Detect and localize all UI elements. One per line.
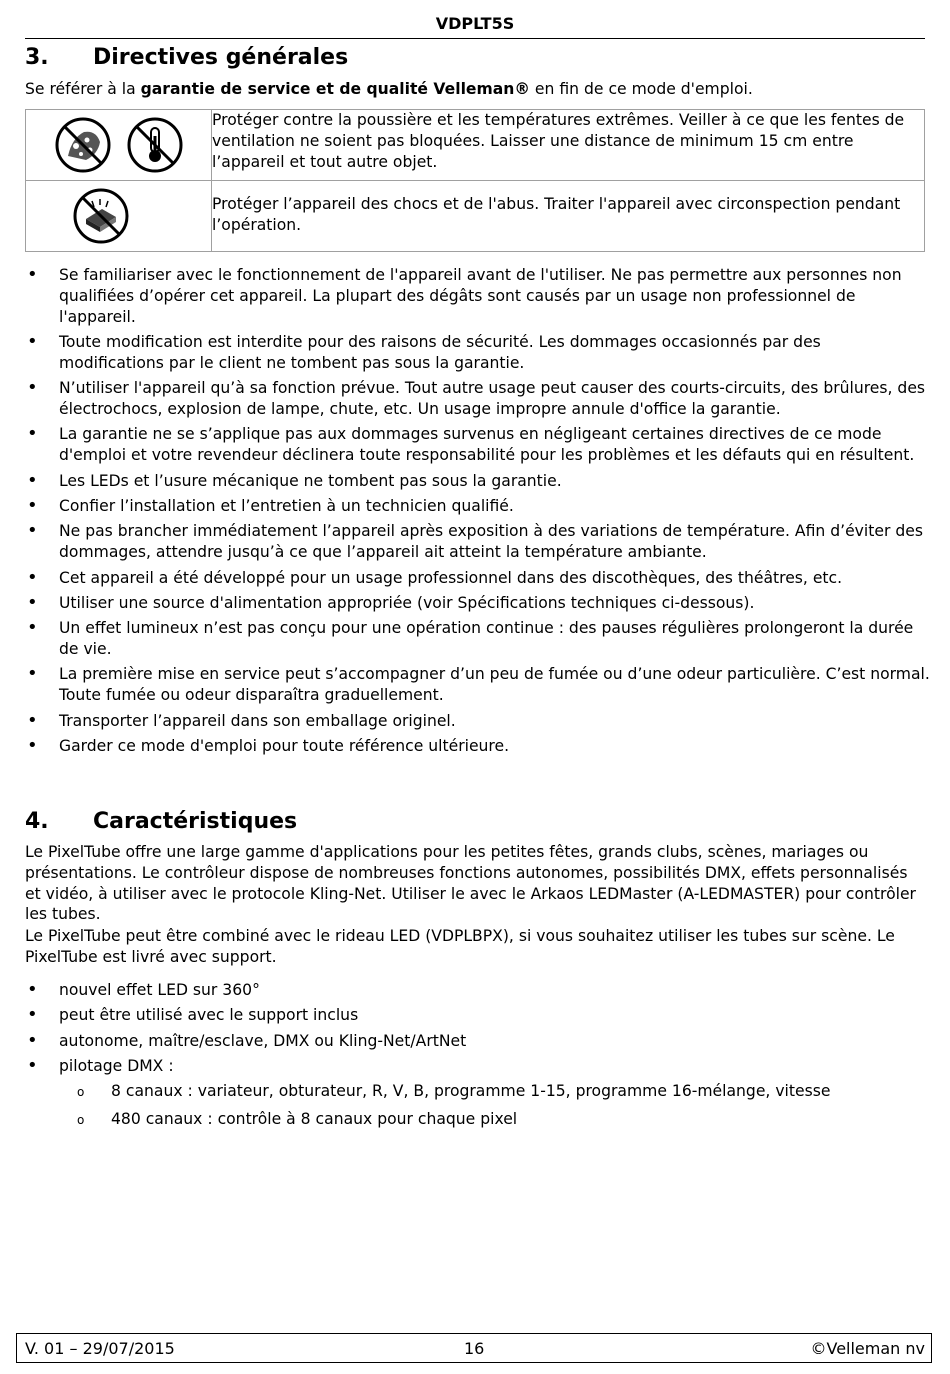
- list-item: • nouvel effet LED sur 360°: [25, 980, 930, 1001]
- intro-text-end: en fin de ce mode d'emploi.: [529, 80, 753, 98]
- section-3-intro: [25, 79, 925, 100]
- no-dust-icon: [54, 116, 112, 174]
- safety-row-shock: [26, 181, 925, 252]
- footer-copyright: ©Velleman nv: [810, 1339, 925, 1358]
- list-item: o 8 canaux : variateur, obturateur, R, V, B, programme 1-15, programme 16-mélange, vitesse: [59, 1081, 930, 1102]
- list-item: • Les LEDs et l’usure mécanique ne tombent pas sous la garantie.: [25, 471, 930, 492]
- list-item: • La garantie ne se s’applique pas aux dommages survenus en négligeant certaines directives de ce mode d'emploi et votre revendeur déclinera toute responsabilité pour les problèmes et les défauts qui en résultent.: [25, 424, 930, 466]
- dmx-control-label: pilotage DMX :: [59, 1057, 174, 1076]
- safety-icon-cell-shock: [26, 181, 212, 252]
- safety-icons-table: [25, 109, 925, 252]
- list-item: • N’utiliser l'appareil qu’à sa fonction prévue. Tout autre usage peut causer des courts-circuits, des brûlures, des électrochocs, explosion de lampe, chute, etc. Un usage impropre annule d'office la garantie.: [25, 378, 930, 420]
- list-item: [25, 1056, 930, 1129]
- page-footer: [16, 1333, 932, 1363]
- section-4-number: 4.: [25, 809, 49, 834]
- warranty-reference: garantie de service et de qualité Velleman®: [140, 80, 530, 98]
- safety-text-dust-temperature: Protéger contre la poussière et les températures extrêmes. Veiller à ce que les fentes de ventilation ne soient pas bloquées. Laisser une distance de minimum 15 cm entre l’appareil et tout autre objet.: [212, 110, 925, 181]
- safety-row-dust-temperature: [26, 110, 925, 181]
- safety-text-shock: [212, 181, 925, 252]
- footer-version: V. 01 – 29/07/2015: [25, 1339, 175, 1358]
- list-item: • Ne pas brancher immédiatement l’appareil après exposition à des variations de température. Afin d’éviter des dommages, attendre jusqu’à ce que l’appareil ait atteint la température ambiante.: [25, 521, 930, 563]
- list-item: • Confier l’installation et l’entretien à un technicien qualifié.: [25, 496, 930, 517]
- dmx-modes-list: [59, 1081, 930, 1130]
- list-item: • Un effet lumineux n’est pas conçu pour une opération continue : des pauses régulières prolongeront la durée de vie.: [25, 618, 930, 660]
- list-item: • Utiliser une source d'alimentation appropriée (voir Spécifications techniques ci-dessous).: [25, 593, 930, 614]
- general-guidelines-list: [25, 265, 930, 761]
- document-model-header: VDPLT5S: [25, 12, 925, 39]
- features-paragraph-2: Le PixelTube peut être combiné avec le rideau LED (VDPLBPX), si vous souhaitez utiliser les tubes sur scène. Le PixelTube est livré avec support.: [25, 927, 895, 966]
- section-3-title: Directives générales: [93, 45, 349, 70]
- list-item: • autonome, maître/esclave, DMX ou Kling-Net/ArtNet: [25, 1031, 930, 1052]
- intro-text-start: Se référer à la: [25, 80, 141, 98]
- list-item: • La première mise en service peut s’accompagner d’un peu de fumée ou d’une odeur particulière. C’est normal. Toute fumée ou odeur disparaîtra graduellement.: [25, 664, 930, 706]
- list-item: • Se familiariser avec le fonctionnement de l'appareil avant de l'utiliser. Ne pas permettre aux personnes non qualifiées d’opérer cet appareil. La plupart des dégâts sont causés par un usage non professionnel de l'appareil.: [25, 265, 930, 327]
- section-3-heading: [25, 44, 348, 72]
- list-item: o 480 canaux : contrôle à 8 canaux pour chaque pixel: [59, 1109, 930, 1130]
- list-item: • peut être utilisé avec le support inclus: [25, 1005, 930, 1026]
- list-item: • Transporter l’appareil dans son emballage originel.: [25, 711, 930, 732]
- list-item: • Cet appareil a été développé pour un usage professionnel dans des discothèques, des théâtres, etc.: [25, 568, 930, 589]
- features-paragraph-1: Le PixelTube offre une large gamme d'applications pour les petites fêtes, grands clubs, scènes, mariages ou présentations. Le contrôleur dispose de nombreuses fonctions autonomes, possibilités DMX, effets personnalisés et vidéo, à utiliser avec le protocole Kling-Net. Utiliser le avec le Arkaos LEDMaster (A-LEDMASTER) pour contrôler les tubes.: [25, 843, 916, 924]
- features-list: [25, 980, 930, 1137]
- safety-icons-cell: [26, 110, 212, 181]
- section-4-title: Caractéristiques: [93, 809, 298, 834]
- no-extreme-temperature-icon: [126, 116, 184, 174]
- no-shock-icon: [72, 187, 130, 245]
- section-4-heading: [25, 808, 297, 836]
- safety-text-shock-content: Protéger l’appareil des chocs et de l'abus. Traiter l'appareil avec circonspection pendant l’opération.: [212, 195, 901, 234]
- footer-page-number: 16: [464, 1339, 485, 1358]
- list-item: • Garder ce mode d'emploi pour toute référence ultérieure.: [25, 736, 930, 757]
- section-3-number: 3.: [25, 45, 49, 70]
- list-item: • Toute modification est interdite pour des raisons de sécurité. Les dommages occasionnés par des modifications par le client ne tombent pas sous la garantie.: [25, 332, 930, 374]
